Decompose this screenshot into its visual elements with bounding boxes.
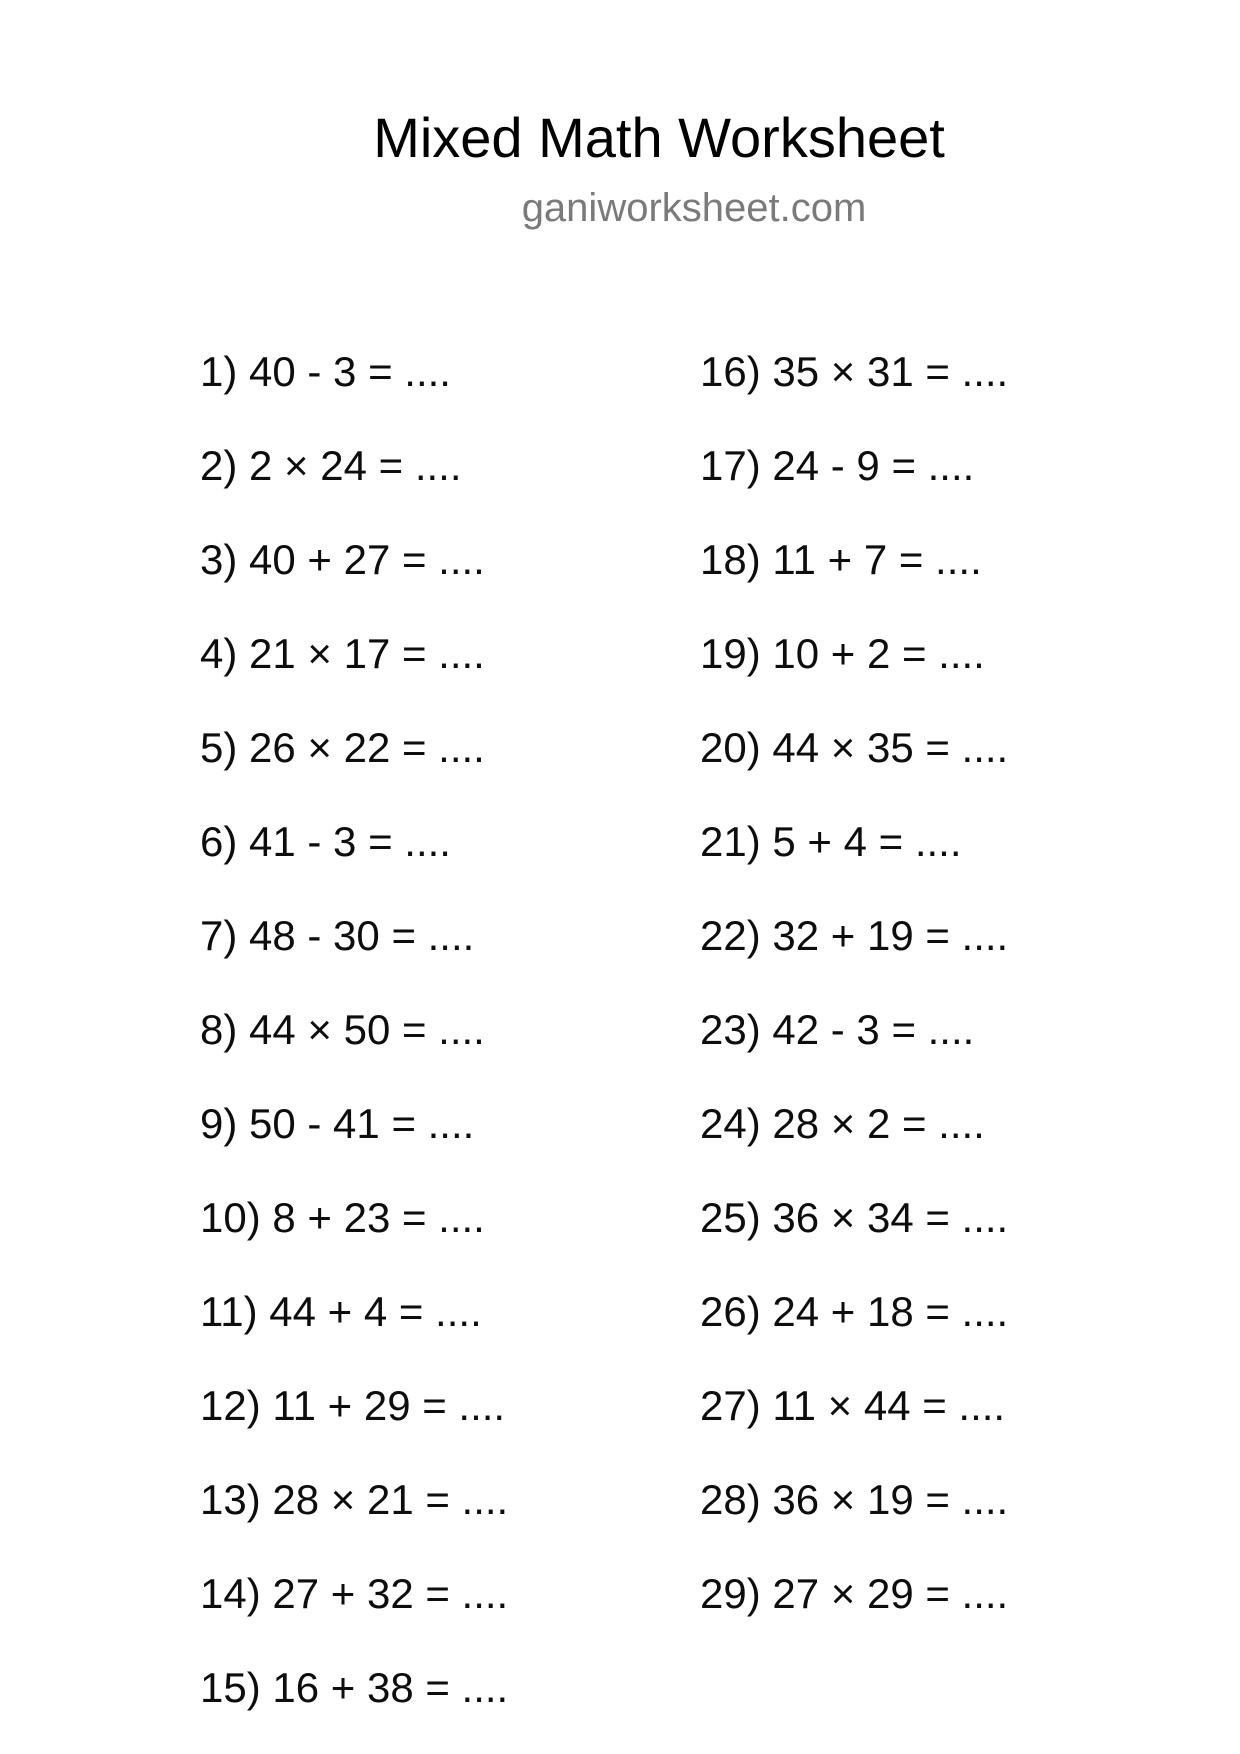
problem-18: 18) 11 + 7 = ....: [700, 536, 982, 583]
problem-22: 22) 32 + 19 = ....: [700, 912, 1009, 959]
problem-7: 7) 48 - 30 = ....: [200, 912, 475, 959]
problem-15: 15) 16 + 38 = ....: [200, 1664, 509, 1711]
problem-12: 12) 11 + 29 = ....: [200, 1382, 506, 1429]
problem-2: 2) 2 × 24 = ....: [200, 442, 462, 489]
page-title: Mixed Math Worksheet: [373, 106, 945, 169]
problem-8: 8) 44 × 50 = ....: [200, 1006, 485, 1053]
problem-21: 21) 5 + 4 = ....: [700, 818, 962, 865]
problem-24: 24) 28 × 2 = ....: [700, 1100, 985, 1147]
problem-10: 10) 8 + 23 = ....: [200, 1194, 485, 1241]
problem-29: 29) 27 × 29 = ....: [700, 1570, 1009, 1617]
problem-17: 17) 24 - 9 = ....: [700, 442, 975, 489]
problem-27: 27) 11 × 44 = ....: [700, 1382, 1006, 1429]
problem-6: 6) 41 - 3 = ....: [200, 818, 451, 865]
problem-25: 25) 36 × 34 = ....: [700, 1194, 1009, 1241]
problem-9: 9) 50 - 41 = ....: [200, 1100, 475, 1147]
problem-5: 5) 26 × 22 = ....: [200, 724, 485, 771]
problem-1: 1) 40 - 3 = ....: [200, 348, 451, 395]
problem-13: 13) 28 × 21 = ....: [200, 1476, 509, 1523]
problem-19: 19) 10 + 2 = ....: [700, 630, 985, 677]
problem-20: 20) 44 × 35 = ....: [700, 724, 1009, 771]
problem-4: 4) 21 × 17 = ....: [200, 630, 485, 677]
problem-16: 16) 35 × 31 = ....: [700, 348, 1009, 395]
problem-23: 23) 42 - 3 = ....: [700, 1006, 975, 1053]
website-subtitle: ganiworksheet.com: [521, 186, 867, 230]
problem-26: 26) 24 + 18 = ....: [700, 1288, 1009, 1335]
problem-14: 14) 27 + 32 = ....: [200, 1570, 509, 1617]
problem-11: 11) 44 + 4 = ....: [200, 1288, 482, 1335]
problem-3: 3) 40 + 27 = ....: [200, 536, 485, 583]
problem-28: 28) 36 × 19 = ....: [700, 1476, 1009, 1523]
